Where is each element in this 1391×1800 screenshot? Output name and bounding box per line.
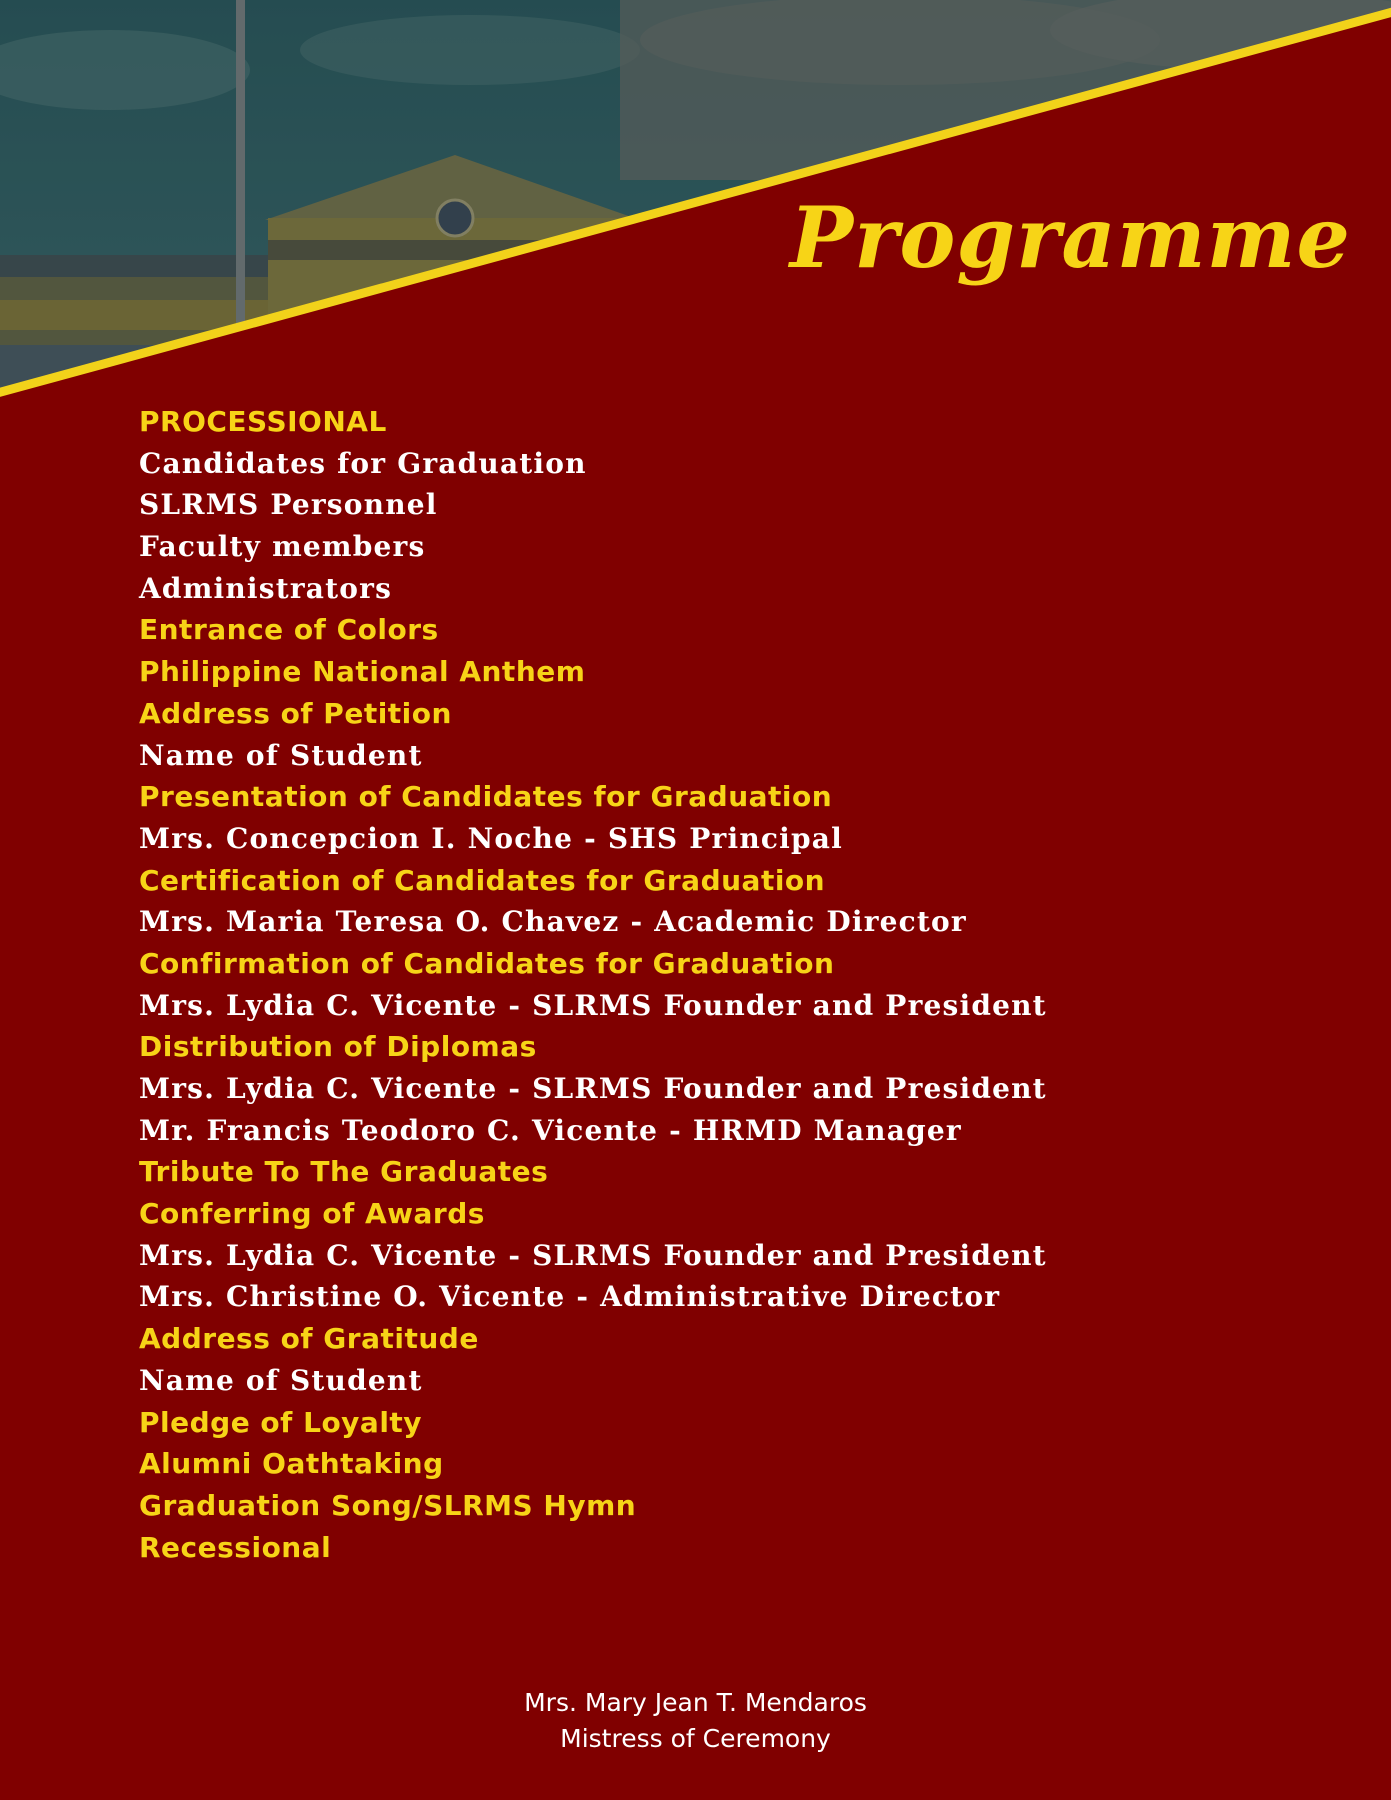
- programme-detail: Mrs. Lydia C. Vicente - SLRMS Founder and President: [139, 1072, 1047, 1105]
- programme-heading: Pledge of Loyalty: [139, 1405, 423, 1439]
- programme-heading: Graduation Song/SLRMS Hymn: [139, 1488, 637, 1522]
- programme-heading: Conferring of Awards: [139, 1197, 485, 1231]
- programme-detail: SLRMS Personnel: [139, 488, 438, 522]
- programme-detail: Name of Student: [139, 738, 423, 772]
- programme-heading: Distribution of Diplomas: [139, 1030, 537, 1064]
- footer: [0, 1685, 1391, 1757]
- programme-list: [139, 401, 1047, 1568]
- emcee-name: Mrs. Mary Jean T. Mendaros: [524, 1688, 867, 1717]
- programme-heading: Recessional: [139, 1530, 332, 1564]
- programme-heading: Philippine National Anthem: [139, 655, 586, 689]
- programme-detail: Candidates for Graduation: [139, 446, 587, 480]
- programme-heading: Certification of Candidates for Graduation: [139, 863, 826, 897]
- programme-heading: Address of Petition: [139, 696, 452, 730]
- page-title: Programme: [789, 188, 1351, 287]
- programme-heading: Alumni Oathtaking: [139, 1447, 444, 1481]
- programme-detail: Name of Student: [139, 1363, 423, 1397]
- programme-detail: Mrs. Concepcion I. Noche - SHS Principal: [139, 821, 843, 855]
- programme-heading: PROCESSIONAL: [139, 405, 387, 438]
- programme-detail: Administrators: [139, 571, 393, 605]
- programme-heading: Presentation of Candidates for Graduation: [139, 780, 833, 814]
- programme-detail: Mrs. Christine O. Vicente - Administrative Director: [139, 1280, 1001, 1314]
- programme-heading: Address of Gratitude: [139, 1322, 479, 1356]
- programme-heading: Confirmation of Candidates for Graduation: [139, 946, 835, 980]
- programme-detail: Mr. Francis Teodoro C. Vicente - HRMD Manager: [139, 1113, 962, 1147]
- programme-detail: Mrs. Lydia C. Vicente - SLRMS Founder and President: [139, 988, 1047, 1022]
- programme-detail: Mrs. Maria Teresa O. Chavez - Academic Director: [139, 905, 967, 939]
- programme-detail: Mrs. Lydia C. Vicente - SLRMS Founder and President: [139, 1238, 1047, 1272]
- emcee-role: Mistress of Ceremony: [560, 1724, 831, 1753]
- programme-heading: Entrance of Colors: [139, 613, 439, 647]
- programme-heading: Tribute To The Graduates: [139, 1155, 549, 1189]
- programme-detail: Faculty members: [139, 530, 426, 564]
